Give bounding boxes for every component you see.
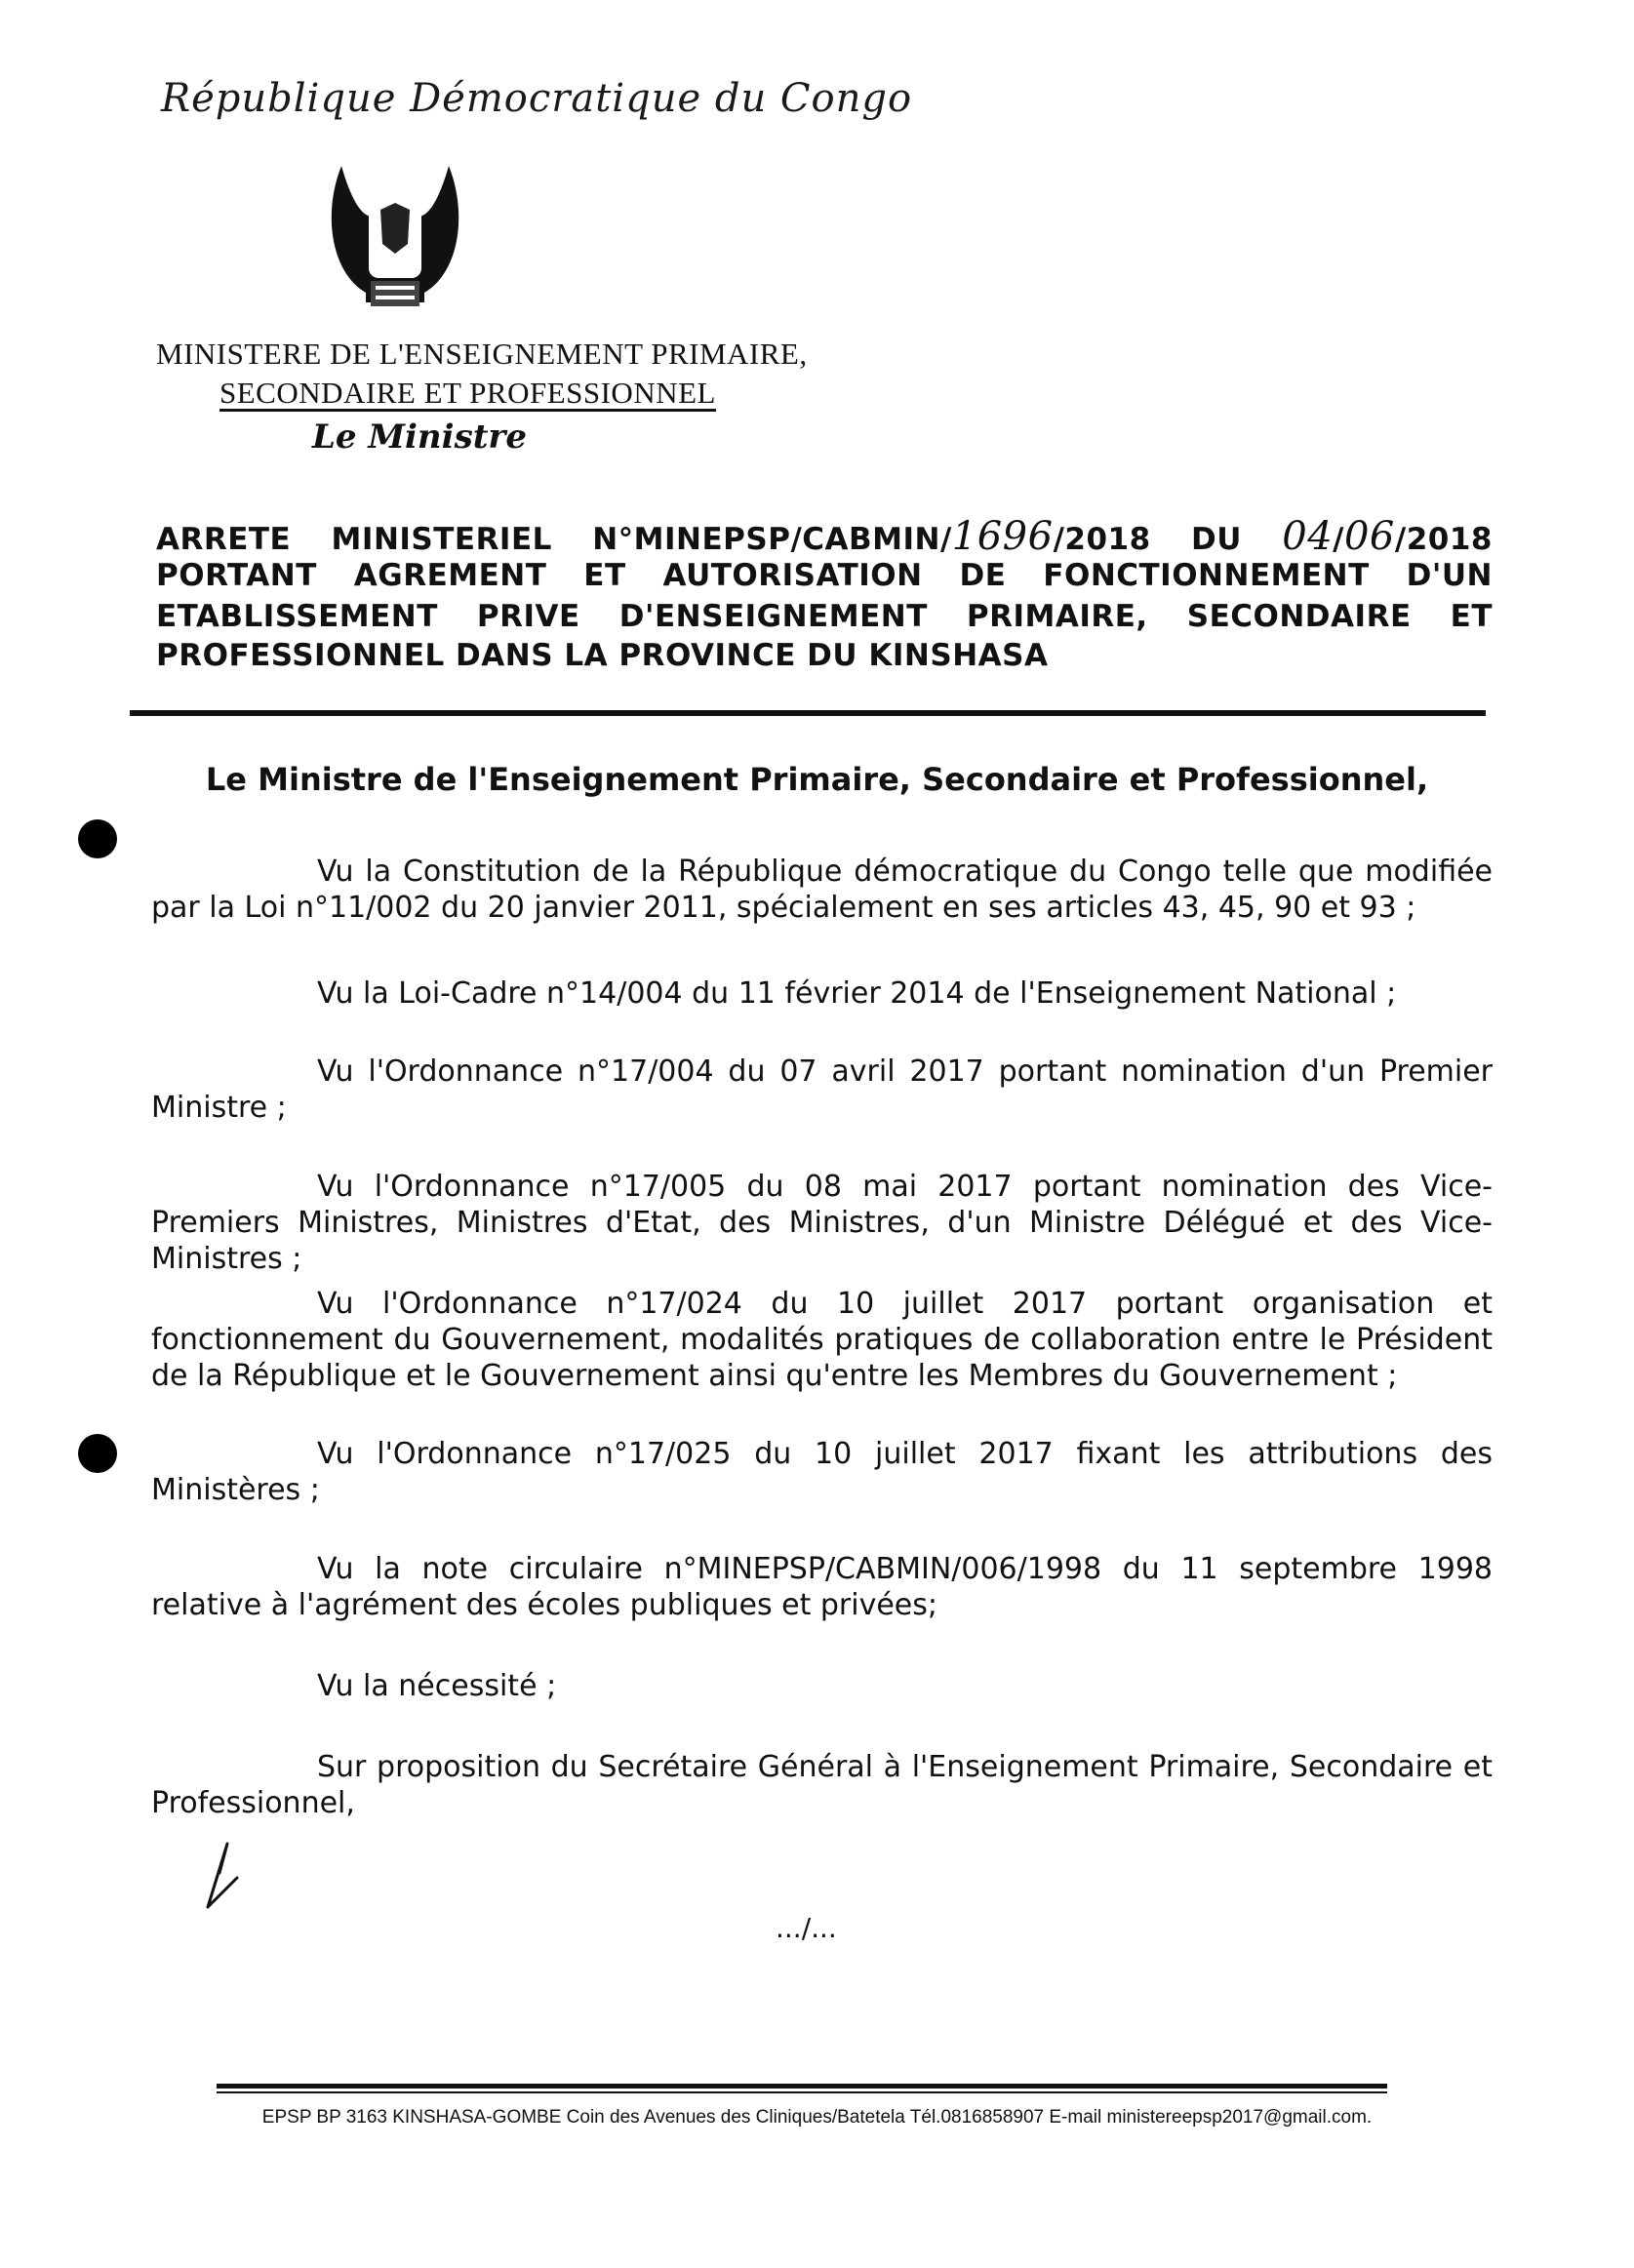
decree-title-line3: ETABLISSEMENT PRIVE D'ENSEIGNEMENT PRIMAIRE, SECONDAIRE ET xyxy=(156,599,1493,634)
decree-ref-prefix: ARRETE MINISTERIEL N°MINEPSP/CABMIN/ xyxy=(156,522,952,557)
paragraph-ordonnance-17-025: Vu l'Ordonnance n°17/025 du 10 juillet 2017 fixant les attributions des Ministères ; xyxy=(151,1437,1493,1507)
republic-heading: République Démocratique du Congo xyxy=(161,76,913,121)
decree-month-handwritten: 06 xyxy=(1343,514,1395,559)
decree-title-line1: ARRETE MINISTERIEL N°MINEPSP/CABMIN/1696/2018 DU 04/06/2018 xyxy=(156,514,1493,559)
paragraph-loi-cadre: Vu la Loi-Cadre n°14/004 du 11 février 2014 de l'Enseignement National ; xyxy=(317,976,1397,1011)
paragraph-ordonnance-17-024: Vu l'Ordonnance n°17/024 du 10 juillet 2017 portant organisation et fonctionnement du Gouvernement, modalités pratiques de collaboration entre le Président de la République et le Gouvernement ainsi qu'entre les Membres du Gouvernement ; xyxy=(151,1287,1493,1393)
footer-divider-thin xyxy=(217,2091,1387,2093)
punch-hole-mark xyxy=(78,1434,117,1473)
paragraph-necessite: Vu la nécessité ; xyxy=(317,1669,557,1703)
signatory-title: Le Ministre xyxy=(312,418,527,457)
paragraph-proposition: Sur proposition du Secrétaire Général à l'Enseignement Primaire, Secondaire et Professionnel, xyxy=(151,1750,1493,1820)
coat-of-arms-emblem xyxy=(322,156,468,327)
punch-hole-mark xyxy=(78,819,117,858)
decree-ref-mid: /2018 DU xyxy=(1053,522,1242,557)
decree-day-handwritten: 04 xyxy=(1282,514,1334,559)
footer-contact: EPSP BP 3163 KINSHASA-GOMBE Coin des Avenues des Cliniques/Batetela Tél.0816858907 E-mail ministereepsp2017@gmail.com. xyxy=(261,2107,1373,2128)
footer-divider xyxy=(217,2084,1387,2089)
paragraph-ordonnance-17-004: Vu l'Ordonnance n°17/004 du 07 avril 2017 portant nomination d'un Premier Ministre ; xyxy=(151,1054,1493,1125)
paragraph-constitution: Vu la Constitution de la République démocratique du Congo telle que modifiée par la Loi n°11/002 du 20 janvier 2011, spécialement en ses articles 43, 45, 90 et 93 ; xyxy=(151,855,1493,925)
decree-title-line4: PROFESSIONNEL DANS LA PROVINCE DU KINSHASA xyxy=(156,638,1049,673)
paragraph-ordonnance-17-005: Vu l'Ordonnance n°17/005 du 08 mai 2017 portant nomination des Vice-Premiers Ministres, Ministres d'Etat, des Ministres, d'un Ministre Délégué et des Vice-Ministres ; xyxy=(151,1170,1493,1276)
decree-number-handwritten: 1696 xyxy=(951,514,1054,559)
handwritten-initial-mark xyxy=(200,1834,249,1912)
paragraph-note-circulaire: Vu la note circulaire n°MINEPSP/CABMIN/006/1998 du 11 septembre 1998 relative à l'agrément des écoles publiques et privées; xyxy=(151,1552,1493,1622)
minister-heading: Le Ministre de l'Enseignement Primaire, Secondaire et Professionnel, xyxy=(205,761,1429,798)
ministry-name-line2: SECONDAIRE ET PROFESSIONNEL xyxy=(219,376,716,410)
decree-ref-year: /2018 xyxy=(1394,522,1493,557)
page-continuation-mark: .../... xyxy=(776,1912,837,1944)
title-divider xyxy=(130,710,1486,716)
ministry-name-line1: MINISTERE DE L'ENSEIGNEMENT PRIMAIRE, xyxy=(156,337,808,371)
decree-title-line2: PORTANT AGREMENT ET AUTORISATION DE FONCTIONNEMENT D'UN xyxy=(156,558,1493,593)
